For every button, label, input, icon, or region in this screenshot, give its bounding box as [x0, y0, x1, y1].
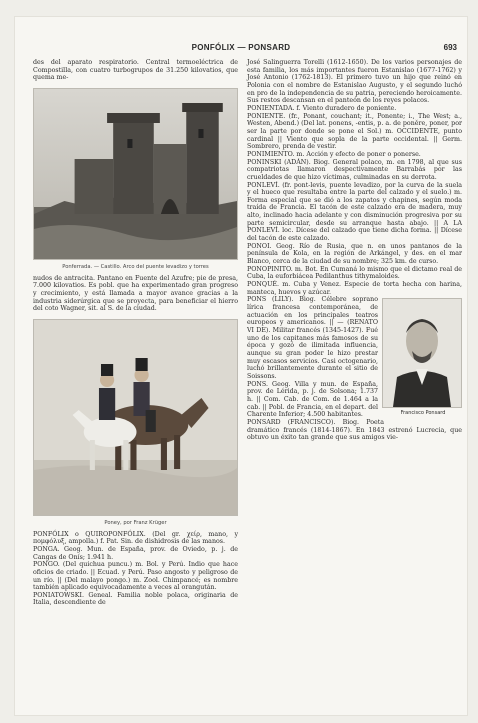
ponsard-portrait — [382, 298, 462, 408]
entry-ponopinito: PONOPINITO. m. Bot. En Cumaná lo mismo que el dictamo real de Cuba, la euforbiácea Pedilanthus tithymaloides. — [247, 265, 462, 281]
entry-ponientada: PONIENTADA. f. Viento duradero de poniente. — [247, 104, 397, 112]
portrait-caption: Francisco Ponsard — [400, 410, 446, 417]
page-header-title: PONFÓLIX — PONSARD — [191, 43, 291, 52]
right-column — [247, 59, 462, 442]
encyclopedia-page — [14, 16, 468, 716]
paragraph: des del aparato respiratorio. Central termoeléctrica de Compostilla, con cuatro turbogrupos de 31.250 kilovatios, que quema me- — [33, 59, 238, 82]
castle-photo — [33, 88, 238, 260]
castle-illustration — [34, 89, 237, 259]
page-number: 693 — [443, 43, 457, 52]
entry-poninski: PONINSKI (ADÁN). Biog. General polaco, m. en 1798, al que sus compatriotas llamaron despectivamente Barrabás por las crueldades de que hizo víctimas, culminadas en su derrota. — [247, 158, 462, 181]
left-column — [33, 59, 238, 607]
painting-caption: Poney, por Franz Krüger — [104, 519, 167, 526]
entry-poniente: PONIENTE. (fr., Ponant, couchant; it., Ponente; i., The West; a., Westen, Abend.) (Del lat. ponens, -entis, p. a. de ponĕre, poner, por ser la parte por donde se pone el Sol.) m. OCCIDENTE, punto cardinal || Viento que sopla de la parte occidental. || Germ. Sombrero, prenda de vestir. — [247, 112, 462, 151]
entry-ponoi: PONOI. Geog. Río de Rusia, que n. en unos pantanos de la península de Kola, en la región de Arkángel, y des. en el mar Blanco, cerca de la ciudad de su nombre; 325 km. de curso. — [247, 242, 462, 266]
photo-caption: Ponferrada. — Castillo. Arco del puente levadizo y torres — [62, 263, 209, 270]
entry-ponque: PONQUÉ. m. Cuba y Venez. Especie de torta hecha con harina, manteca, huevos y azúcar. — [247, 281, 462, 296]
entry-ponfolix: PONFÓLIX o QUIROPONFÓLIX. (Del gr. χείρ, mano, y πομφόλυξ, ampolla.) f. Pat. Sin. de dishidrosis de las manos. — [33, 530, 238, 546]
entry-pongo: PONGO. (Del quichua puncu.) m. Bol. y Perú. Indio que hace oficios de criado. || Ecuad. y Perú. Paso angosto y peligroso de un río. || (Del malayo pongo.) m. Zool. Chimpancé; es nombre también aplicado equivocadamente a veces al orangután. — [33, 561, 238, 592]
paragraph: José Salinguerra Torelli (1612-1650). De los varios personajes de esta familia, los más importantes fueron Estanislao (1677-1762) y José Antonio (1762-1813). El primero tuvo un hijo que reinó en Polonia con el nombre de Estanislao Augusto, y el segundo luchó en pro de la independencia de su patria, pereciendo heroicamente. Sus restos descansan en el panteón de los reyes polacos. — [247, 59, 462, 105]
entry-ponlevi: PONLEVÍ. (fr. pont-levis, puente levadizo, por la curva de la suela y el hueco que resultaba entre la parte del calzado y el suelo.) m. Forma especial que se dió a los zapatos y chapines, según moda traída de Francia. El tacón de este calzado era de madera, muy alto, inclinado hacia adelante y con disminución progresiva por su parte semicircular, desde su arranque hasta abajo. || A LA PONLEVÍ. loc. Dícese del calzado que tiene dicha forma. || Dícese del tacón de este calzado. — [247, 181, 462, 243]
entry-ponga: PONGA. Geog. Mun. de España, prov. de Oviedo, p. j. de Cangas de Onís; 1.941 h. — [33, 545, 238, 561]
pony-painting — [33, 319, 238, 516]
entry-pons-geog: PONS. Geog. Villa y mun. de España, prov. de Lérida, p. j. de Solsona; 1.737 h. || Com. Cab. de Com. de 1.464 a la cab. || Pobl. de Francia, en el depart. del Charente Inferior; 4.500 habitantes. — [247, 380, 378, 419]
paragraph: nudos de antracita. Pantano en Fuente del Azufre; pie de presa, 7.000 kilovatios. Es pobl. que ha experimentado gran progreso y crecimiento, y está llamada a mayor avance gracias a la industria siderúrgica que se proyecta, para beneficiar el hierro del coto Wagner, sit. al S. de la ciudad. — [33, 274, 238, 313]
entry-poniatowski: PONIATOWSKI. Geneal. Familia noble polaca, originaria de Italia, descendiente de — [33, 591, 238, 607]
entry-pons-lily: PONS (LILY). Biog. Célebre soprano lírica francesa contemporánea, de actuación en los principales teatros europeos y americanos. || — (RENATO VI DE). Militar francés (1345-1427). Fué uno de los capitanes más famosos de su época y gozó de ilimitada influencia, aunque su gran poder le hizo prestar muy escasos servicios. Casi octogenario, luchó brillantemente durante el sitio de Soissons. — [247, 296, 378, 380]
pony-illustration — [34, 320, 237, 515]
entry-ponsard: PONSARD (FRANCISCO). Biog. Poeta dramático francés (1814-1867). En 1843 estrenó Lucrecia, que obtuvo un éxito tan grande que sus amigos vie- — [247, 418, 462, 442]
portrait-illustration — [383, 299, 461, 407]
entry-ponimiento: PONIMIENTO. m. Acción y efecto de poner o ponerse. — [247, 150, 421, 158]
